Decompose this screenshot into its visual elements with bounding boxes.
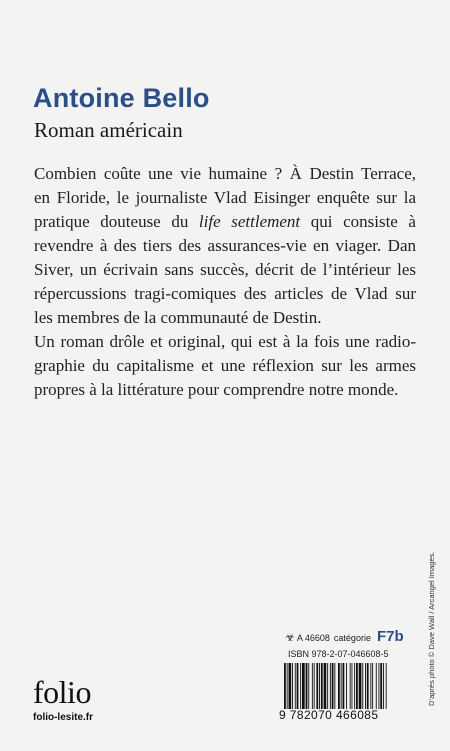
blurb-text: qui consiste à — [300, 212, 416, 231]
blurb-line: les membres de la communauté de Destin. — [34, 308, 322, 327]
blurb-text: pratique douteuse du — [34, 212, 199, 231]
category-label: catégorie — [333, 633, 371, 643]
blurb-line: graphie du capitalisme et une réflexion sur les armes — [34, 356, 416, 375]
blurb-line: en Floride, le journaliste Vlad Eisinger enquête sur la — [34, 188, 416, 207]
blurb-line: revendre à des tiers des assurances-vie en viager. Dan — [34, 236, 416, 255]
isbn: ISBN 978-2-07-046608-5 — [288, 649, 389, 659]
barcode — [281, 663, 421, 709]
price-category: F7b — [376, 628, 404, 645]
blurb-line: propres à la littérature pour comprendre notre monde. — [34, 380, 399, 399]
publisher-logo: folio — [33, 674, 91, 710]
book-title: Roman américain — [34, 118, 183, 142]
blurb-line: Un roman drôle et original, qui est à la fois une radio- — [34, 332, 416, 351]
publisher-mark-icon: ☣ — [285, 632, 295, 644]
author-name: Antoine Bello — [33, 83, 210, 113]
blurb-line: répercussions tragi-comiques des articles de Vlad sur — [34, 284, 416, 303]
blurb-line — [34, 210, 416, 234]
barcode-digits: 9 782070 466085 — [279, 708, 379, 722]
catalog-code: A 46608 — [296, 633, 330, 643]
photo-credit: D’après photo © Dave Wall / Arcangel Images. — [427, 551, 436, 706]
catalog-code-row — [285, 628, 404, 645]
publisher-website: folio-lesite.fr — [33, 712, 94, 723]
back-cover-blurb — [34, 162, 416, 402]
blurb-italic-term: life settlement — [198, 212, 301, 231]
blurb-line: Combien coûte une vie humaine ? À Destin Terrace, — [34, 164, 416, 183]
blurb-line: Siver, un écrivain sans succès, décrit de l’intérieur les — [34, 260, 416, 279]
